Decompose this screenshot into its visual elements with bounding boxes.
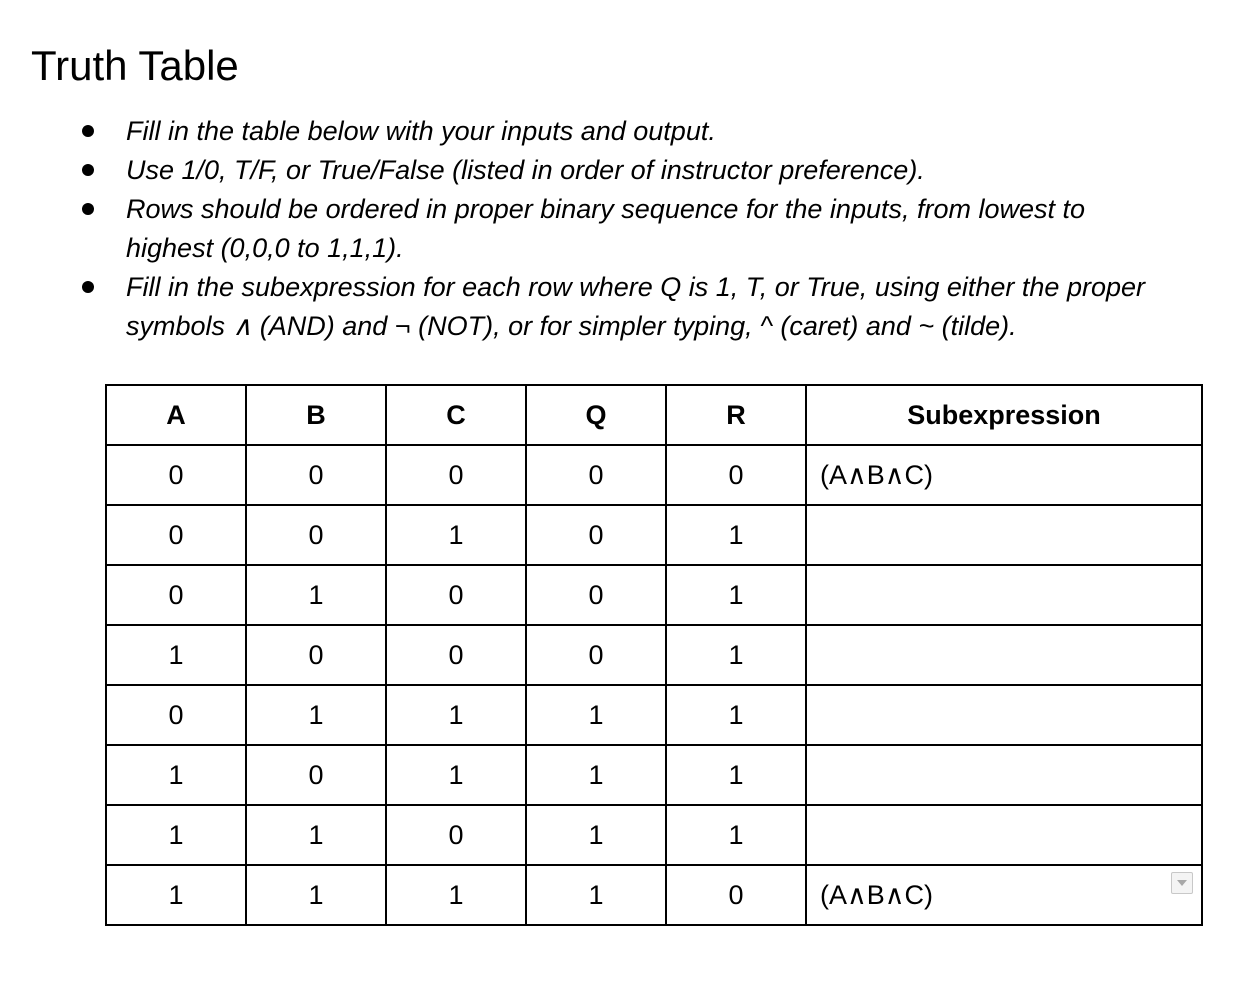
chevron-down-icon [1177,880,1187,886]
cell-text: 1 [728,639,744,670]
cell-subexpression[interactable] [806,625,1202,685]
instruction-item [0,190,1256,268]
cell-text: 0 [168,579,184,610]
cell-text: 1 [448,879,464,910]
cell-r[interactable] [666,745,806,805]
cell-text: 0 [168,519,184,550]
instruction-list [0,112,1256,346]
cell-q[interactable] [526,685,666,745]
cell-text: 1 [588,759,604,790]
cell-b[interactable] [246,745,386,805]
cell-r[interactable] [666,805,806,865]
cell-a[interactable] [106,565,246,625]
cell-b[interactable] [246,625,386,685]
cell-text: 0 [588,639,604,670]
instruction-item [0,112,1256,151]
cell-b[interactable] [246,865,386,925]
cell-b[interactable] [246,685,386,745]
cell-text: 1 [728,579,744,610]
cell-r[interactable] [666,625,806,685]
cell-c[interactable] [386,565,526,625]
cell-a[interactable] [106,625,246,685]
cell-text: 1 [448,699,464,730]
cell-text: 1 [308,819,324,850]
cell-b[interactable] [246,805,386,865]
cell-q[interactable] [526,565,666,625]
cell-r[interactable] [666,505,806,565]
cell-text: 0 [448,579,464,610]
cell-text: 0 [308,639,324,670]
cell-text: 1 [168,879,184,910]
cell-r[interactable] [666,865,806,925]
cell-text: 1 [588,819,604,850]
cell-q[interactable] [526,625,666,685]
page-title: Truth Table [31,42,239,89]
cell-text: 1 [588,699,604,730]
instruction-text: symbols ∧ (AND) and ¬ (NOT), or for simpler typing, ^ (caret) and ~ (tilde). [126,311,1017,341]
cell-text: 1 [168,639,184,670]
cell-a[interactable] [106,505,246,565]
bullet-icon [82,281,94,293]
cell-q[interactable] [526,805,666,865]
cell-q[interactable] [526,505,666,565]
instruction-text: Fill in the subexpression for each row where Q is 1, T, or True, using either the proper [126,272,1145,302]
header-q: Q [526,385,666,445]
cell-text: 0 [448,639,464,670]
cell-c[interactable] [386,865,526,925]
table-row [106,445,1202,505]
bullet-icon [82,164,94,176]
cell-text: 0 [308,759,324,790]
cell-a[interactable] [106,805,246,865]
bullet-icon [82,125,94,137]
cell-text: 1 [168,819,184,850]
cell-text: 0 [448,459,464,490]
instruction-text: highest (0,0,0 to 1,1,1). [126,233,404,263]
cell-a[interactable] [106,445,246,505]
cell-r[interactable] [666,565,806,625]
instruction-text: Use 1/0, T/F, or True/False (listed in order of instructor preference). [126,155,925,185]
cell-text: 0 [168,459,184,490]
cell-text: 1 [308,699,324,730]
cell-text: 1 [728,819,744,850]
cell-q[interactable] [526,865,666,925]
cell-text: 1 [728,519,744,550]
cell-subexpression[interactable] [806,685,1202,745]
cell-subexpression[interactable] [806,565,1202,625]
bullet-icon [82,203,94,215]
cell-r[interactable] [666,685,806,745]
cell-q[interactable] [526,445,666,505]
dropdown-toggle-button[interactable] [1171,872,1193,894]
cell-a[interactable] [106,685,246,745]
cell-text: 1 [448,759,464,790]
table-row [106,805,1202,865]
cell-b[interactable] [246,445,386,505]
cell-subexpression[interactable] [806,745,1202,805]
cell-c[interactable] [386,745,526,805]
cell-text: 0 [168,699,184,730]
cell-text: (A∧B∧C) [820,459,934,490]
cell-b[interactable] [246,505,386,565]
cell-subexpression[interactable] [806,445,1202,505]
table-row [106,565,1202,625]
cell-text: 1 [308,879,324,910]
instruction-text: Fill in the table below with your inputs and output. [126,116,716,146]
cell-text: 1 [728,699,744,730]
header-subexpression: Subexpression [806,385,1202,445]
cell-text: 0 [308,459,324,490]
cell-subexpression[interactable] [806,865,1202,925]
cell-a[interactable] [106,865,246,925]
header-r: R [666,385,806,445]
instruction-item [0,151,1256,190]
table-row [106,745,1202,805]
header-a: A [106,385,246,445]
header-c: C [386,385,526,445]
instruction-item [0,268,1256,346]
instruction-text: Rows should be ordered in proper binary sequence for the inputs, from lowest to [126,194,1086,224]
table-header-row [106,385,1202,445]
cell-c[interactable] [386,625,526,685]
cell-b[interactable] [246,565,386,625]
cell-text: (A∧B∧C) [820,879,934,910]
cell-text: 1 [308,579,324,610]
cell-text: 0 [448,819,464,850]
cell-text: 1 [168,759,184,790]
table-row [106,505,1202,565]
table-row [106,685,1202,745]
header-b: B [246,385,386,445]
cell-text: 0 [728,459,744,490]
cell-c[interactable] [386,805,526,865]
cell-subexpression[interactable] [806,505,1202,565]
cell-text: 0 [588,459,604,490]
cell-q[interactable] [526,745,666,805]
cell-text: 1 [728,759,744,790]
cell-text: 1 [588,879,604,910]
cell-text: 0 [308,519,324,550]
cell-c[interactable] [386,505,526,565]
cell-subexpression[interactable] [806,805,1202,865]
cell-text: 0 [588,519,604,550]
cell-a[interactable] [106,745,246,805]
table-row [106,865,1202,925]
truth-table [105,384,1203,926]
cell-c[interactable] [386,445,526,505]
cell-text: 0 [728,879,744,910]
table-row [106,625,1202,685]
cell-c[interactable] [386,685,526,745]
cell-r[interactable] [666,445,806,505]
cell-text: 1 [448,519,464,550]
cell-text: 0 [588,579,604,610]
